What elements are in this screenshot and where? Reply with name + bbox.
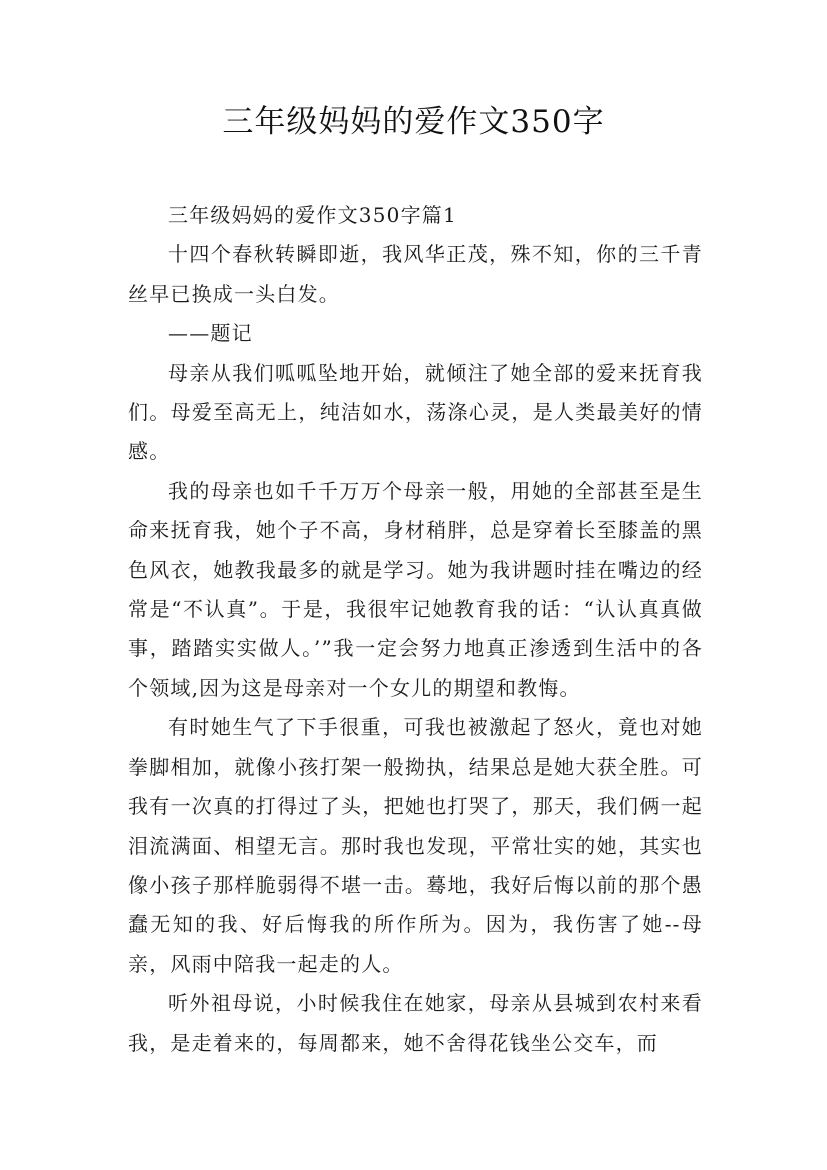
paragraph: 母亲从我们呱呱坠地开始，就倾注了她全部的爱来抚育我们。母爱至高无上，纯洁如水，荡涤心灵，是人类最美好的情感。 bbox=[128, 360, 703, 464]
document-title: 三年级妈妈的爱作文350字 bbox=[222, 104, 605, 140]
paragraph: 听外祖母说，小时候我住在她家，母亲从县城到农村来看我，是走着来的，每周都来，她不舍得花钱坐公交车，而 bbox=[128, 991, 703, 1055]
section-heading: 三年级妈妈的爱作文350字篇1 bbox=[168, 203, 457, 227]
document-body bbox=[128, 196, 703, 1063]
paragraph: 有时她生气了下手很重，可我也被激起了怒火，竟也对她拳脚相加，就像小孩打架一般拗执，结果总是她大获全胜。可我有一次真的打得过了头，把她也打哭了，那天，我们俩一起泪流满面、相望无言。那时我也发现，平常壮实的她，其实也像小孩子那样脆弱得不堪一击。蓦地，我好后悔以前的那个愚蠢无知的我、好后悔我的所作所为。因为，我伤害了她--母亲，风雨中陪我一起走的人。 bbox=[128, 715, 703, 976]
paragraph: 我的母亲也如千千万万个母亲一般，用她的全部甚至是生命来抚育我，她个子不高，身材稍胖，总是穿着长至膝盖的黑色风衣，她教我最多的就是学习。她为我讲题时挂在嘴边的经常是“不认真”。于是，我很牢记她教育我的话：“认认真真做事，踏踏实实做人。’”我一定会努力地真正渗透到生活中的各个领域,因为这是母亲对一个女儿的期望和教悔。 bbox=[128, 478, 703, 700]
paragraph: 十四个春秋转瞬即逝，我风华正茂，殊不知，你的三千青丝早已换成一头白发。 bbox=[128, 242, 703, 306]
epigraph-attribution: ——题记 bbox=[168, 321, 253, 346]
